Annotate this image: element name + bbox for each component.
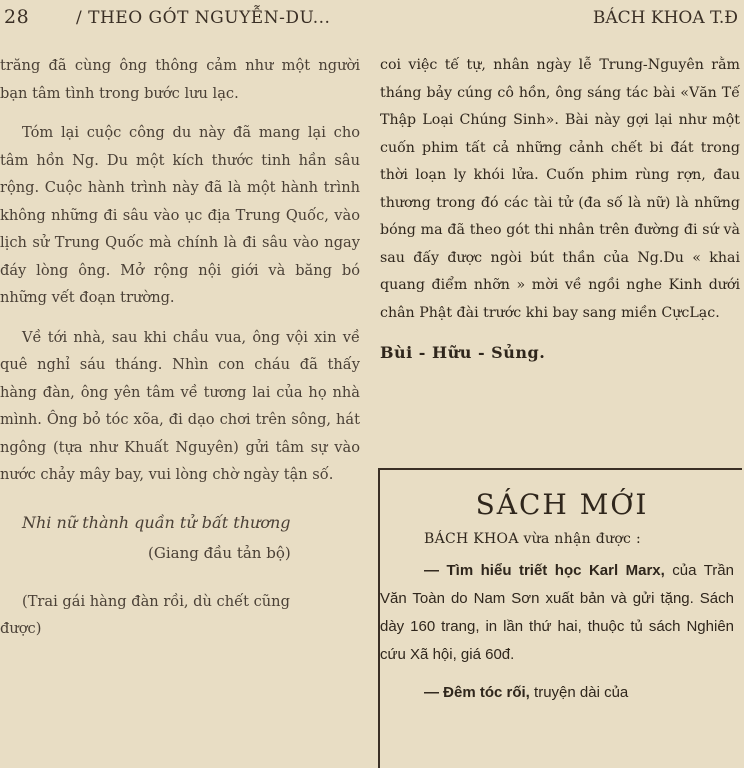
poem-source: (Giang đầu tản bộ) [148,544,291,562]
magazine-name: BÁCH KHOA T.Đ [592,8,738,28]
new-books-title: SÁCH MỚI [475,488,649,521]
new-books-section [380,488,744,707]
running-title: / THEO GÓT NGUYỄN-DU... [76,8,331,28]
poem-gloss-end: được) [0,620,42,637]
book-description: truyện dài của [529,684,629,701]
left-paragraph-3: Về tới nhà, sau khi chầu vua, ông vội xin về quê nghỉ sáu tháng. Nhìn con cháu đã thấy hàng đàn, ông yên tâm về tương lai của họ nhà mình. Ông bỏ tóc xõa, đi dạo chơi trên sông, hát ngông (tựa như Khuất Nguyên) gửi tâm sự vào nước chảy mây bay, vui lòng chờ ngày tận số. [0,328,360,483]
page-header [0,0,744,40]
book-entry [380,679,744,707]
poem-line: Nhi nữ thành quần tử bất thương [22,512,291,532]
book-entry [380,557,744,669]
left-paragraph-1: trăng đã cùng ông thông cảm như một người bạn tâm tình trong bước lưu lạc. [0,57,360,102]
book-description: của Trần Văn Toàn do Nam Sơn xuất bản và gửi tặng. Sách dày 160 trang, in lần thứ hai, thuộc tủ sách Nghiên cứu Xã hội, giá 60đ. [380,562,734,663]
left-column [0,52,360,643]
right-column [380,52,740,367]
book-title: — Đêm tóc rối, [424,684,530,701]
new-books-intro: BÁCH KHOA vừa nhận được : [424,531,641,547]
author-signature: Bùi - Hữu - Sủng. [380,343,546,362]
poem-gloss: (Trai gái hàng đàn rồi, dù chết cũng [22,592,290,610]
page-number: 28 [4,6,30,28]
right-paragraph-1: coi việc tế tự, nhân ngày lễ Trung-Nguyên rằm tháng bảy cúng cô hồn, ông sáng tác bài «Văn Tế Thập Loại Chúng Sinh». Bài này gợi lại như một cuốn phim tất cả những cảnh chết bi đát trong thời loạn ly khói lửa. Cuốn phim rùng rợn, đau thương trong đó các tài tử (đa số là nữ) là những bóng ma đã theo gót thi nhân trên đường đi sứ và sau đấy được ngòi bút thần của Ng.Du « khai quang điểm nhỡn » mời về ngồi nghe Kinh dưới chân Phật đài trước khi bay sang miền CựcLạc. [380,57,740,321]
left-paragraph-2: Tóm lại cuộc công du này đã mang lại cho tâm hồn Ng. Du một kích thước tinh hần sâu rộng. Cuộc hành trình này đã là một hành trình không những đi sâu vào ục địa Trung Quốc, vào lịch sử Trung Quốc mà chính là đi sâu vào ngay đáy lòng ông. Mở rộng nội giới và băng bó những vết đoạn trường. [0,124,360,306]
book-title: — Tìm hiểu triết học Karl Marx, [424,562,665,579]
section-divider [378,468,742,470]
